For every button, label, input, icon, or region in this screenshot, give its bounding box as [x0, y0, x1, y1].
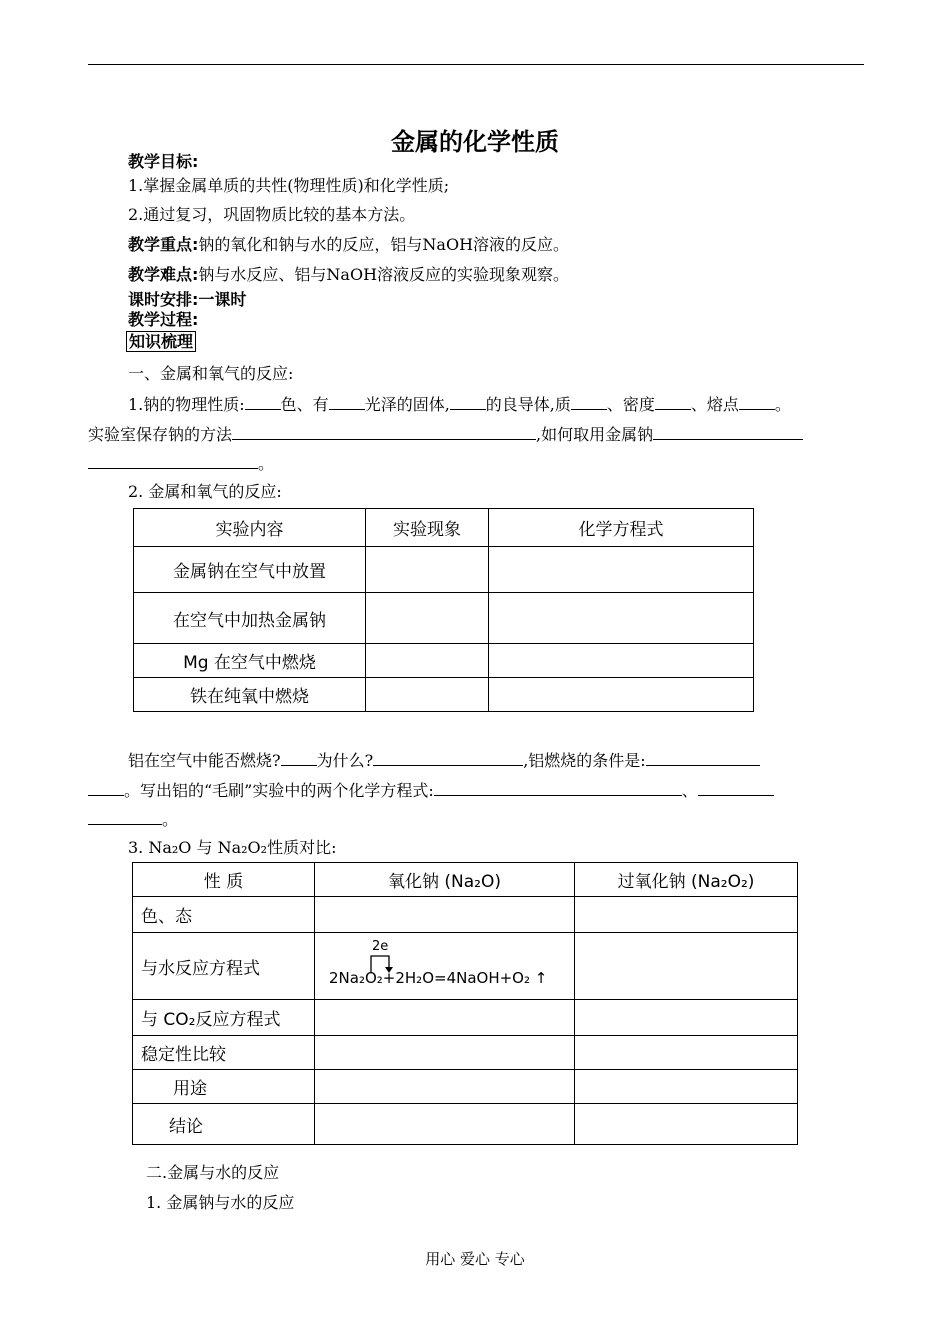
goal-2: 2.通过复习，巩固物质比较的基本方法。	[128, 205, 416, 224]
water-reaction-equation-cell[interactable]	[315, 933, 575, 1000]
key-text: 钠的氧化和钠与水的反应，铝与NaOH溶液的反应。	[198, 235, 570, 254]
table2-header: 氧化钠 (Na₂O)	[315, 863, 575, 897]
table2-row-label: 色、态	[133, 897, 315, 933]
water-reaction-equation: 2Na₂O₂+2H₂O=4NaOH+O₂ ↑	[329, 969, 548, 987]
q1-text-b: 色、有	[280, 395, 329, 414]
table1-header: 实验内容	[134, 509, 366, 547]
table2-cell[interactable]	[315, 897, 575, 933]
q1-takeout-text: ,如何取用金属钠	[536, 425, 654, 444]
hard-point	[128, 265, 569, 285]
table1-cell[interactable]	[489, 547, 754, 593]
blank[interactable]	[88, 808, 162, 825]
section-2-subheading: 1. 金属钠与水的反应	[146, 1193, 295, 1212]
review-box: 知识梳理	[126, 331, 196, 352]
question-1-line-3	[88, 452, 274, 474]
section-1-heading: 一、金属和氧气的反应:	[128, 364, 294, 383]
blank[interactable]	[653, 423, 803, 440]
hard-label: 教学难点:	[128, 265, 199, 284]
table1-cell[interactable]	[489, 593, 754, 644]
table1-row-label: 金属钠在空气中放置	[134, 547, 366, 593]
key-label: 教学重点:	[128, 235, 199, 254]
table2-row-label: 用途	[133, 1070, 315, 1104]
al-text-e: 、	[681, 781, 698, 800]
table2-cell[interactable]	[575, 897, 798, 933]
table1-cell[interactable]	[366, 593, 489, 644]
table1-row-label: 铁在纯氧中燃烧	[134, 678, 366, 712]
table2-cell[interactable]	[575, 933, 798, 1000]
blank[interactable]	[329, 393, 365, 410]
blank[interactable]	[571, 393, 607, 410]
table2-cell[interactable]	[315, 1036, 575, 1070]
process-label: 教学过程:	[128, 310, 199, 329]
blank[interactable]	[245, 393, 281, 410]
blank[interactable]	[646, 749, 760, 766]
aluminum-question-line-3	[88, 808, 178, 830]
table1-header: 实验现象	[366, 509, 489, 547]
q1-text-c: 光泽的固体,	[364, 395, 450, 414]
goal-1: 1.掌握金属单质的共性(物理性质)和化学性质;	[128, 176, 450, 195]
electron-transfer-label: 2e	[372, 939, 389, 954]
al-text-c: ,铝燃烧的条件是:	[523, 751, 646, 770]
blank[interactable]	[655, 393, 691, 410]
table2-cell[interactable]	[315, 1104, 575, 1145]
table1-cell[interactable]	[366, 678, 489, 712]
blank[interactable]	[739, 393, 775, 410]
q1-text-a: 1.钠的物理性质:	[128, 395, 245, 414]
blank[interactable]	[434, 779, 682, 796]
table1-cell[interactable]	[489, 678, 754, 712]
blank[interactable]	[281, 749, 317, 766]
al-text-d: 。写出铝的“毛刷”实验中的两个化学方程式:	[124, 781, 434, 800]
schedule-value: 一课时	[198, 290, 247, 309]
table1-row-label: 在空气中加热金属钠	[134, 593, 366, 644]
table2-row-label: 与水反应方程式	[133, 933, 315, 1000]
page-title: 金属的化学性质	[391, 128, 559, 156]
table2-cell[interactable]	[315, 1070, 575, 1104]
blank[interactable]	[88, 779, 124, 796]
aluminum-question-line-1	[128, 749, 760, 771]
schedule	[128, 290, 246, 310]
table2-row-label: 稳定性比较	[133, 1036, 315, 1070]
blank[interactable]	[88, 452, 258, 469]
table2-header: 过氧化钠 (Na₂O₂)	[575, 863, 798, 897]
al-text-a: 铝在空气中能否燃烧?	[128, 751, 281, 770]
schedule-label: 课时安排:	[128, 290, 199, 309]
table2-header: 性 质	[133, 863, 315, 897]
key-point	[128, 235, 569, 255]
al-text-b: 为什么?	[316, 751, 374, 770]
q1-text-e: 、密度	[606, 395, 655, 414]
aluminum-question-line-2	[88, 779, 774, 801]
question-1-line-2	[88, 423, 803, 445]
subsection-2-heading: 2. 金属和氧气的反应:	[128, 482, 282, 501]
table2-cell[interactable]	[315, 1000, 575, 1036]
page-footer: 用心 爱心 专心	[425, 1250, 525, 1268]
table1-row-label: Mg 在空气中燃烧	[134, 644, 366, 678]
review-box-wrap	[126, 332, 196, 352]
table2-cell[interactable]	[575, 1104, 798, 1145]
header-rule	[88, 64, 864, 65]
table2-cell[interactable]	[575, 1070, 798, 1104]
table2-row-label: 结论	[133, 1104, 315, 1145]
table1-cell[interactable]	[366, 547, 489, 593]
sodium-oxide-comparison-table	[132, 862, 798, 1145]
subsection-3-heading: 3. Na₂O 与 Na₂O₂性质对比:	[128, 838, 337, 857]
q1-text-f: 、熔点	[690, 395, 739, 414]
q1-storage-text: 实验室保存钠的方法	[88, 425, 233, 444]
blank[interactable]	[698, 779, 774, 796]
q1-end: 。	[258, 454, 275, 473]
table2-cell[interactable]	[575, 1000, 798, 1036]
table1-cell[interactable]	[366, 644, 489, 678]
hard-text: 钠与水反应、铝与NaOH溶液反应的实验现象观察。	[198, 265, 570, 284]
blank[interactable]	[373, 749, 523, 766]
q1-text-g: 。	[774, 395, 791, 414]
al-end: 。	[162, 810, 179, 829]
table1-header: 化学方程式	[489, 509, 754, 547]
table2-row-label: 与 CO₂反应方程式	[133, 1000, 315, 1036]
blank[interactable]	[450, 393, 486, 410]
goals-heading: 教学目标:	[128, 152, 199, 171]
q1-text-d: 的良导体,质	[485, 395, 571, 414]
blank[interactable]	[232, 423, 536, 440]
section-2-heading: 二.金属与水的反应	[146, 1163, 280, 1182]
table2-cell[interactable]	[575, 1036, 798, 1070]
question-1-line-1	[128, 393, 791, 415]
oxygen-reaction-table	[133, 508, 754, 712]
table1-cell[interactable]	[489, 644, 754, 678]
